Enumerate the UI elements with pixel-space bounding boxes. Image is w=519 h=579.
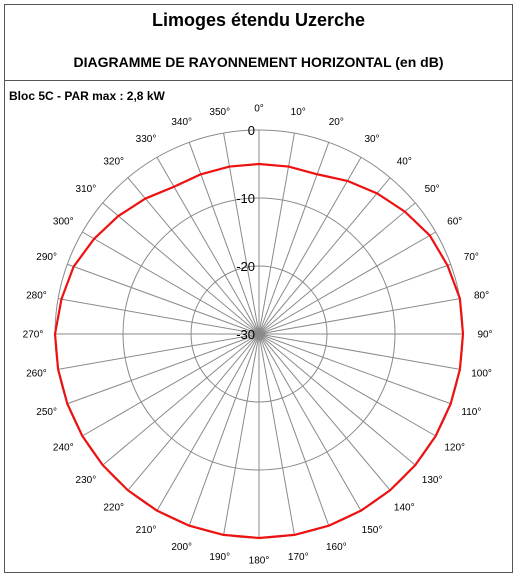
angle-label: 80° [474,290,490,302]
angle-label: 200° [171,541,193,553]
angle-label: 230° [75,474,97,486]
grid-spokes [52,130,466,538]
chart-subtitle: DIAGRAMME DE RAYONNEMENT HORIZONTAL (en dB) [73,54,444,70]
angle-label: 180° [248,555,270,567]
angle-label: 340° [171,117,193,129]
angle-label: 100° [471,368,492,380]
angle-label: 20° [328,117,344,129]
angle-label: 220° [103,502,125,514]
chart-caption: Bloc 5C - PAR max : 2,8 kW [9,89,165,103]
angle-label: 310° [75,184,97,196]
angle-label: 240° [52,442,74,454]
angle-label: 250° [36,406,57,418]
angle-label: 10° [290,106,306,118]
angle-label: 40° [396,156,412,168]
angle-label: 120° [444,442,466,454]
angle-label: 90° [477,329,493,341]
angle-label: 350° [209,106,231,118]
angle-label: 290° [36,252,57,264]
angle-label: 260° [26,368,47,380]
angle-label: 110° [461,406,482,418]
angle-label: 280° [26,290,47,302]
radial-tick-label: 0 [247,123,255,138]
angle-label: 60° [447,216,463,228]
angle-label: 320° [103,156,125,168]
angle-label: 30° [364,133,380,145]
angle-label: 300° [52,216,74,228]
radial-tick-label: -10 [236,191,255,206]
angle-label: 150° [361,525,383,537]
angle-label: 160° [325,541,347,553]
radial-labels [236,123,255,342]
angle-label: 0° [254,103,264,115]
radial-tick-label: -30 [236,327,255,342]
chart-title: Limoges étendu Uzerche [151,10,366,30]
angle-label: 140° [393,502,415,514]
angle-label: 170° [287,552,309,564]
angle-label: 210° [135,525,157,537]
angle-label: 270° [22,329,44,341]
angle-label: 130° [421,474,443,486]
radial-tick-label: -20 [236,259,255,274]
angle-label: 50° [424,184,440,196]
angle-label: 70° [463,252,479,264]
angle-label: 330° [135,133,157,145]
angle-label: 190° [209,552,231,564]
